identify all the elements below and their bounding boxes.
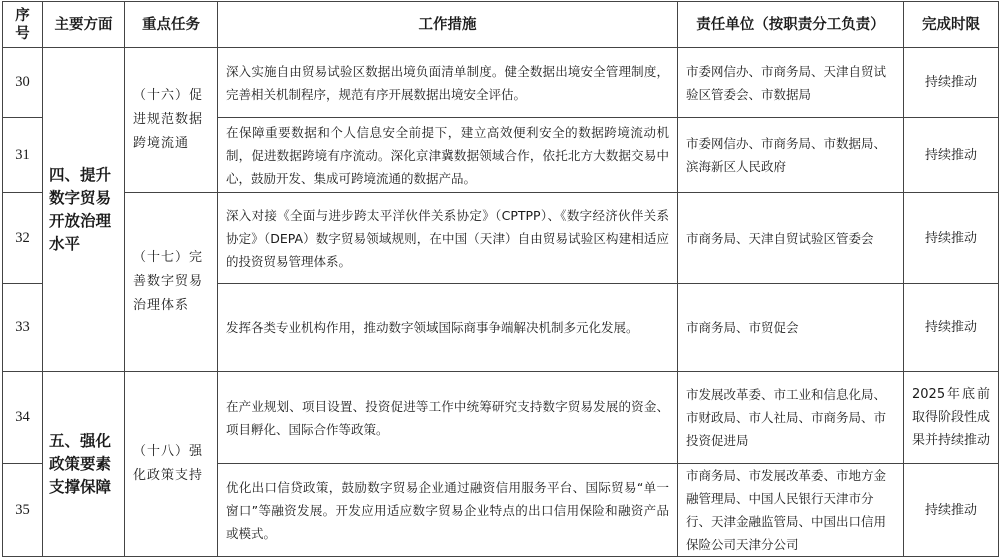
task-cell: （十六）促进规范数据跨境流通 [125, 48, 218, 193]
unit-cell: 市商务局、市发展改革委、市地方金融管理局、中国人民银行天津市分行、天津金融监管局、中国出口信用保险公司天津分公司 [678, 464, 904, 557]
unit-cell: 市委网信办、市商务局、天津自贸试验区管委会、市数据局 [678, 48, 904, 118]
header-unit: 责任单位（按职责分工负责） [678, 2, 904, 48]
header-area: 主要方面 [43, 2, 125, 48]
task-table [2, 1, 999, 557]
task-cell: （十七）完善数字贸易治理体系 [125, 193, 218, 372]
measure-cell: 深入对接《全面与进步跨太平洋伙伴关系协定》（CPTPP）、《数字经济伙伴关系协定》（DEPA）数字贸易领域规则，在中国（天津）自由贸易试验区构建相适应的投资贸易管理体系。 [218, 193, 678, 284]
row-index: 30 [3, 48, 43, 118]
deadline-cell: 持续推动 [904, 193, 999, 284]
deadline-cell: 2025年底前取得阶段性成果并持续推动 [904, 372, 999, 464]
header-measure: 工作措施 [218, 2, 678, 48]
row-index: 32 [3, 193, 43, 284]
area-cell: 四、提升数字贸易开放治理水平 [43, 48, 125, 372]
measure-cell: 深入实施自由贸易试验区数据出境负面清单制度。健全数据出境安全管理制度，完善相关机制程序，规范有序开展数据出境安全评估。 [218, 48, 678, 118]
area-cell: 五、强化政策要素支撑保障 [43, 372, 125, 557]
row-index: 31 [3, 118, 43, 193]
table-row [3, 193, 999, 284]
measure-cell: 在产业规划、项目设置、投资促进等工作中统筹研究支持数字贸易发展的资金、项目孵化、国际合作等政策。 [218, 372, 678, 464]
unit-cell: 市委网信办、市商务局、市数据局、滨海新区人民政府 [678, 118, 904, 193]
unit-cell: 市商务局、市贸促会 [678, 284, 904, 372]
measure-cell: 在保障重要数据和个人信息安全前提下，建立高效便利安全的数据跨境流动机制，促进数据跨境有序流动。深化京津冀数据领域合作，依托北方大数据交易中心，鼓励开发、集成可跨境流通的数据产品。 [218, 118, 678, 193]
deadline-cell: 持续推动 [904, 464, 999, 557]
table-header-row [3, 2, 999, 48]
measure-cell: 优化出口信贷政策，鼓励数字贸易企业通过融资信用服务平台、国际贸易“单一窗口”等融资发展。开发应用适应数字贸易企业特点的出口信用保险和融资产品或模式。 [218, 464, 678, 557]
unit-cell: 市发展改革委、市工业和信息化局、市财政局、市人社局、市商务局、市投资促进局 [678, 372, 904, 464]
unit-cell: 市商务局、天津自贸试验区管委会 [678, 193, 904, 284]
deadline-cell: 持续推动 [904, 284, 999, 372]
table-row [3, 48, 999, 118]
measure-cell: 发挥各类专业机构作用，推动数字领域国际商事争端解决机制多元化发展。 [218, 284, 678, 372]
row-index: 34 [3, 372, 43, 464]
header-index: 序 号 [3, 2, 43, 48]
header-task: 重点任务 [125, 2, 218, 48]
row-index: 35 [3, 464, 43, 557]
header-deadline: 完成时限 [904, 2, 999, 48]
deadline-cell: 持续推动 [904, 48, 999, 118]
row-index: 33 [3, 284, 43, 372]
task-cell: （十八）强化政策支持 [125, 372, 218, 557]
deadline-cell: 持续推动 [904, 118, 999, 193]
table-row [3, 372, 999, 464]
